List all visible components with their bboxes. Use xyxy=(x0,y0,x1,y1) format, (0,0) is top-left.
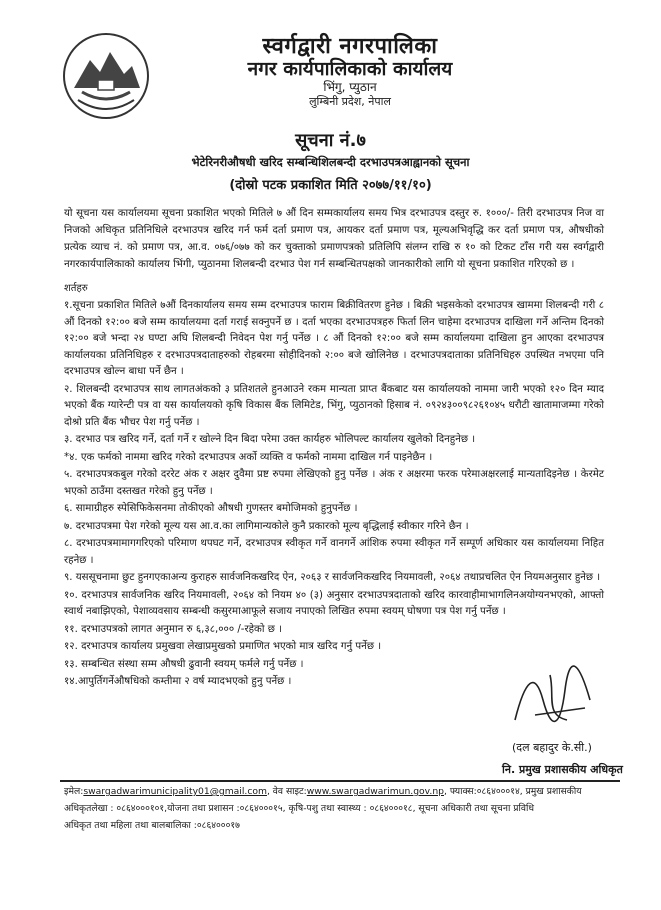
notice-subtitle: भेटेरिनरीऔषधी खरिद सम्बन्धिशिलबन्दी दरभाउपत्रआह्वानको सूचना xyxy=(191,155,470,169)
email-label: इमेल: xyxy=(64,786,84,797)
email-link[interactable]: swargadwarimunicipality01@gmail.com xyxy=(83,786,267,797)
nepal-government-emblem-icon xyxy=(60,30,152,122)
conditions-list xyxy=(64,298,604,692)
notice-intro: यो सूचना यस कार्यालयमा सूचना प्रकाशित भएको मितिले ७ औं दिन सम्मकार्यालय समय भित्र दरभाउपत्र दस्तुर रु. १०००/- तिरी दरभाउपत्र निज वा निजको अधिकृत प्रतिनिधिले दरभाउपत्र खरिद गर्न फर्म दर्ता प्रमाण पत्र, आयकर दर्ता प्रमाण पत्र, मूल्यअभिवृद्धि कर दर्ता प्रमाण पत्र, औषधीको प्रत्येक व्याच नं. को प्रमाण पत्र, आ.व. ०७६/०७७ को कर चुक्ताको प्रमाणपत्रको प्रतिलिपि संलग्न राखि रु १० को टिकट टाँस गरी यस स्वर्गद्वारी नगरकार्यपालिकाको कार्यालय भिंगी, प्युठानमा शिलबन्दी दरभाउ पेश गर्न सम्बन्धितपक्षको जानकारीको लागि यो सूचना प्रकाशित गरिएको छ । xyxy=(64,208,604,270)
condition-item: १२. दरभाउपत्र कार्यालय प्रमुखवा लेखाप्रमुखको प्रमाणित भएको मात्र खरिद गर्नु पर्नेछ । xyxy=(64,641,382,652)
republish-date: (दोस्रो पटक प्रकाशित मिति २०७७/११/१०) xyxy=(229,178,432,193)
office-name: नगर कार्यपालिकाको कार्यालय xyxy=(247,58,453,80)
province-name: लुम्बिनी प्रदेश, नेपाल xyxy=(309,95,391,108)
footer-line-2: अधिकृतलेखा : ०८६४०००१०१,योजना तथा प्रशासन :०८६४०००१५, कृषि-पशु तथा स्वास्थ्य : ०८६४०००१८, सूचना अधिकारी तथा सूचना प्रविधि xyxy=(64,803,534,814)
condition-item: ११. दरभाउपत्रको लागत अनुमान रु ६,३८,००० /-रहेको छ । xyxy=(64,623,282,635)
footer-line-1 xyxy=(64,783,624,800)
website-link[interactable]: www.swargadwarimun.gov.np xyxy=(306,786,444,797)
signatory-name: (दल बहादुर के.सी.) xyxy=(512,741,592,754)
fax-text: , फ्याक्स:०८६४०००१४, प्रमुख प्रशासकीय xyxy=(443,786,582,797)
condition-item: १४.आपुर्तिगर्नेऔषधिको कम्तीमा २ वर्ष म्यादभएको हुनु पर्नेछ । xyxy=(64,676,292,687)
condition-item: १.सूचना प्रकाशित मितिले ७औं दिनकार्यालय समय सम्म दरभाउपत्र फाराम बिक्रीवितरण हुनेछ । बिक्री भइसकेको दरभाउपत्र खाममा शिलबन्दी गरी ८ औं दिनको १२:०० बजे सम्म कार्यालयमा दर्ता गराई सक्नुपर्ने छ । दर्ता भएका दरभाउपत्रहरु फिर्ता लिन चाहेमा दरभाउपत्र दाखिला गर्ने अन्तिम दिनको १२:०० बजे भन्दा २४ घण्टा अघि शिलबन्दी निवेदन पेश गर्नु पर्नेछ । ८ औं दिनको १२:०० बजे सम्म कार्यालयमा दाखिला हुन आएका दरभाउपत्र कार्यालयका प्रतिनिधिहरु र दरभाउपत्रदाताहरुको रोहबरमा सोहीदिनको २:०० बजे खोलिनेछ । दरभाउपत्रदाताका प्रतिनिधिहरु उपस्थित नभएमा पनि दरभाउपत्र खोल्न बाधा पर्ने छैन । xyxy=(64,300,604,377)
condition-item: ६. सामाग्रीहरु स्पेसिफिकेसनमा तोकीएको औषधी गुणस्तर बमोजिमको हुनुपर्नेछ । xyxy=(64,503,358,514)
website-label: , वेव साइट: xyxy=(266,786,307,797)
condition-item: २. शिलबन्दी दरभाउपत्र साथ लागतअंकको ३ प्रतिशतले हुनआउने रकम मान्यता प्राप्त बैंकबाट यस कार्यालयको नाममा जारी भएको १२० दिन म्याद भएको बैंक ग्यारेन्टी पत्र वा यस कार्यालयको कृषि विकास बैंक लिमिटेड, भिंगु, प्युठानको हिसाब नं. ०९२४३००९८२६१०४५ धरौटी खातामाजम्मा गरेको दोश्रो प्रति बैंक भौचर पेश गर्नु पर्नेछ । xyxy=(64,383,604,428)
notice-title: सूचना नं.७ xyxy=(295,130,366,151)
condition-item: १०. दरभाउपत्र सार्वजनिक खरिद नियमावली, २०६४ को नियम ४० (३) अनुसार दरभाउपत्रदाताको खरिद कारवाहीमाभागलिनअयोग्यनभएको, आफ्तो स्वार्थ नबाझिएको, पेशाव्यवसाय सम्बन्धी कसुरमाआफूले सजाय नपाएको लिखित रुपमा स्वयम् घोषणा पत्र पेश गर्नु पर्नेछ । xyxy=(64,589,604,617)
condition-item: ३. दरभाउ पत्र खरिद गर्ने, दर्ता गर्ने र खोल्ने दिन बिदा परेमा उक्त कार्यहरु भोलिपल्ट कार्यालय खुलेको दिनहुनेछ । xyxy=(64,434,476,445)
condition-item: १३. सम्बन्धित संस्था सम्म औषधी ढुवानी स्वयम् फर्मले गर्नु पर्नेछ । xyxy=(64,658,304,670)
condition-item: *४. एक फर्मको नाममा खरिद गरेको दरभाउपत्र अर्को व्यक्ति व फर्मको नाममा दाखिल गर्न पाइनेछैन । xyxy=(64,451,433,463)
condition-item: ९. यससूचनामा छुट हुनगएकाअन्य कुराहरु सार्वजनिकखरिद ऐन, २०६३ र सार्वजनिकखरिद नियमावली, २०६४ तथाप्रचलित ऐन नियमअनुसार हुनेछ । xyxy=(64,572,601,583)
condition-item: ५. दरभाउपत्रकबुल गरेको दररेट अंक र अक्षर दुवैमा प्रष्ट रुपमा लेखिएको हुनु पर्नेछ । अंक र अक्षरमा फरक परेमाअक्षरलाई मान्यतादिइनेछ । केरमेट भएको ठाउँमा दस्तखत गरेको हुनु पर्नेछ । xyxy=(64,469,604,497)
condition-item: ८. दरभाउपत्रमामागगरिएको परिमाण थपघट गर्ने, दरभाउपत्र स्वीकृत गर्ने वानगर्ने आंशिक रुपमा स्वीकृत गर्ने सम्पूर्ण अधिकार यस कार्यालयमा निहित रहनेछ । xyxy=(64,538,604,566)
condition-item: ७. दरभाउपत्रमा पेश गरेको मूल्य यस आ.व.का लागिमान्यकोले कुनै प्रकारको मूल्य बृद्धिलाई स्वीकार गरिने छैन । xyxy=(64,520,469,532)
handwritten-signature xyxy=(505,660,600,735)
footer-divider xyxy=(60,780,620,782)
municipality-name: स्वर्गद्वारी नगरपालिका xyxy=(262,34,438,59)
office-address: भिंगु, प्युठान xyxy=(323,80,377,94)
signatory-post: नि. प्रमुख प्रशासकीय अधिकृत xyxy=(502,763,623,776)
conditions-heading: शर्तहरु xyxy=(64,283,88,294)
footer-line-3: अधिकृत तथा महिला तथा बालबालिका :०८६४०००१७ xyxy=(64,820,240,831)
contact-footer xyxy=(64,783,624,834)
